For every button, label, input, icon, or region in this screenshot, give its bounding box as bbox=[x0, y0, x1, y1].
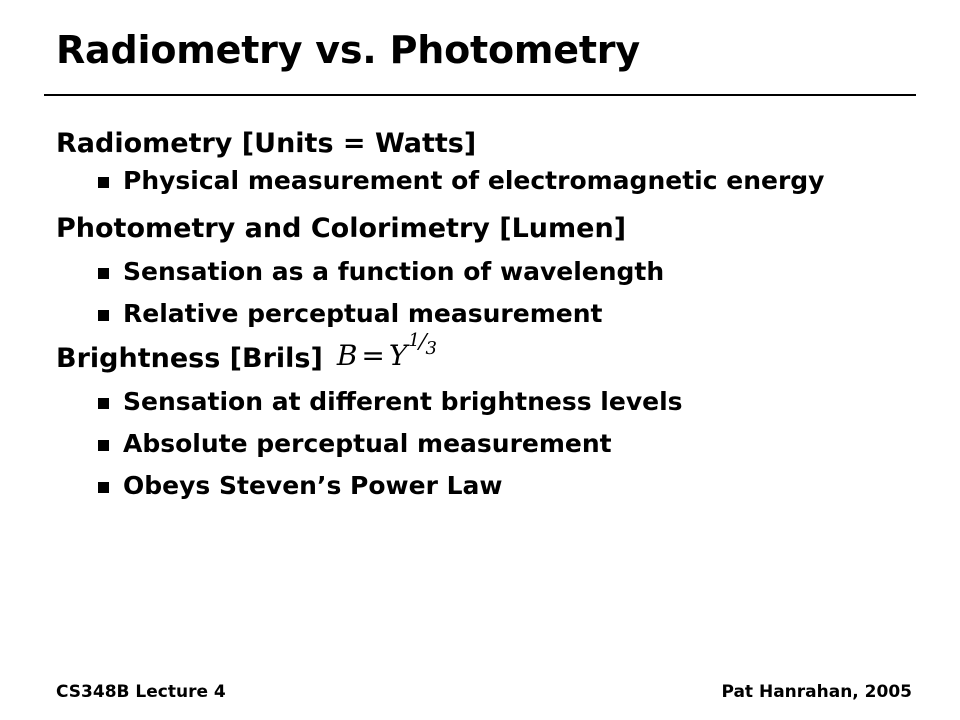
square-bullet-icon bbox=[98, 398, 109, 409]
formula-exponent-slash: ⁄ bbox=[420, 331, 425, 357]
list-item bbox=[56, 166, 916, 195]
square-bullet-icon bbox=[98, 310, 109, 321]
list-item-label: Sensation at different brightness levels bbox=[123, 386, 683, 416]
square-bullet-icon bbox=[98, 177, 109, 188]
list-item bbox=[56, 429, 916, 458]
square-bullet-icon bbox=[98, 268, 109, 279]
formula-brightness bbox=[336, 329, 437, 372]
list-item-label: Physical measurement of electromagnetic energy bbox=[123, 165, 825, 195]
formula-exponent-numerator: 1 bbox=[408, 329, 420, 351]
section-heading-photometry bbox=[56, 213, 916, 245]
square-bullet-icon bbox=[98, 482, 109, 493]
formula-exponent-denominator: 3 bbox=[425, 337, 437, 359]
list-item bbox=[56, 387, 916, 416]
list-item-label: Obeys Steven’s Power Law bbox=[123, 470, 503, 500]
formula-base: Y bbox=[388, 338, 408, 372]
section-heading-label: Photometry and Colorimetry [Lumen] bbox=[56, 212, 627, 244]
square-bullet-icon bbox=[98, 440, 109, 451]
formula-lhs: B bbox=[336, 338, 358, 372]
list-item bbox=[56, 257, 916, 286]
list-item-label: Relative perceptual measurement bbox=[123, 298, 603, 328]
section-heading-label: Radiometry [Units = Watts] bbox=[56, 128, 477, 159]
list-item bbox=[56, 299, 916, 328]
formula-equals: = bbox=[361, 338, 385, 372]
footer-lecture-label: CS348B Lecture 4 bbox=[56, 682, 226, 702]
title-divider bbox=[44, 94, 916, 96]
formula-exponent bbox=[408, 331, 437, 357]
page-title: Radiometry vs. Photometry bbox=[56, 28, 640, 72]
section-heading-brightness bbox=[56, 329, 916, 375]
list-item-label: Absolute perceptual measurement bbox=[123, 428, 612, 458]
section-heading-radiometry bbox=[56, 128, 916, 160]
footer-author-label: Pat Hanrahan, 2005 bbox=[721, 682, 912, 702]
list-item-label: Sensation as a function of wavelength bbox=[123, 256, 665, 286]
section-heading-label: Brightness [Brils] bbox=[56, 342, 323, 374]
slide-body bbox=[56, 128, 916, 513]
list-item bbox=[56, 471, 916, 500]
